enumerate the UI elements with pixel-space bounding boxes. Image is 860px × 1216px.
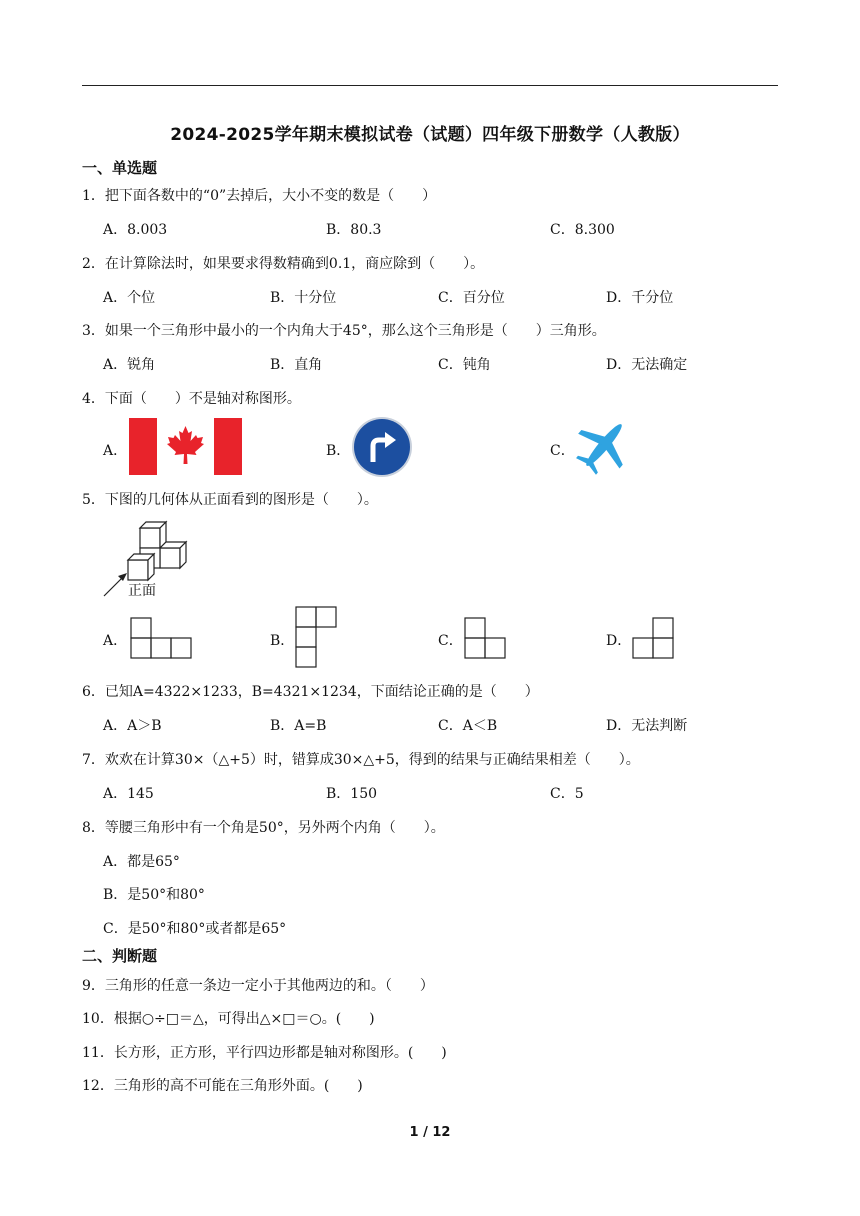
q5-option-a[interactable]: A． — [103, 633, 128, 649]
q1-option-a[interactable]: A．8.003 — [103, 222, 168, 238]
header-rule — [82, 85, 778, 86]
question-12: 12．三角形的高不可能在三角形外面。( ) — [82, 1078, 363, 1094]
question-10: 10．根据○÷□＝△，可得出△×□＝○。( ) — [82, 1011, 375, 1027]
question-9: 9．三角形的任意一条边一定小于其他两边的和。（ ） — [82, 978, 434, 994]
turn-right-sign-image — [351, 416, 413, 478]
section-heading: 二、判断题 — [82, 947, 158, 965]
page-title: 2024-2025学年期末模拟试卷（试题）四年级下册数学（人教版） — [170, 125, 690, 145]
question-7: 7．欢欢在计算30×（△+5）时，错算成30×△+5，得到的结果与正确结果相差（ ）。 — [82, 752, 640, 768]
q1-option-b[interactable]: B．80.3 — [326, 222, 382, 238]
section-heading: 一、单选题 — [82, 159, 158, 177]
q6-option-a[interactable]: A．A＞B — [103, 718, 162, 734]
q4-option-a[interactable]: A． — [103, 443, 128, 459]
question-8: 8．等腰三角形中有一个角是50°，另外两个内角（ ）。 — [82, 820, 445, 836]
question-11: 11．长方形，正方形，平行四边形都是轴对称图形。( ) — [82, 1045, 447, 1061]
q3-option-c[interactable]: C．钝角 — [438, 357, 491, 373]
page-number: 1 / 12 — [409, 1125, 451, 1140]
question-5: 5．下图的几何体从正面看到的图形是（ ）。 — [82, 492, 378, 508]
q3-option-d[interactable]: D．无法确定 — [606, 357, 688, 373]
q4-option-c[interactable]: C． — [550, 443, 575, 459]
view-option-b-figure — [295, 606, 339, 670]
question-1: 1．把下面各数中的“0”去掉后，大小不变的数是（ ） — [82, 188, 437, 204]
q4-option-b[interactable]: B． — [326, 443, 351, 459]
front-view-label: 正面 — [128, 583, 156, 599]
view-option-a-figure — [130, 617, 194, 660]
question-3: 3．如果一个三角形中最小的一个内角大于45°，那么这个三角形是（ ）三角形。 — [82, 323, 606, 339]
canadian-flag-image — [129, 418, 242, 475]
q8-option-b[interactable]: B．是50°和80° — [103, 887, 205, 903]
q6-option-c[interactable]: C．A＜B — [438, 718, 498, 734]
q8-option-c[interactable]: C．是50°和80°或者都是65° — [103, 921, 287, 937]
q5-option-c[interactable]: C． — [438, 633, 463, 649]
q2-option-c[interactable]: C．百分位 — [438, 290, 505, 306]
question-4: 4．下面（ ）不是轴对称图形。 — [82, 391, 301, 407]
q3-option-b[interactable]: B．直角 — [270, 357, 323, 373]
q2-option-b[interactable]: B．十分位 — [270, 290, 337, 306]
q2-option-d[interactable]: D．千分位 — [606, 290, 674, 306]
q5-option-b[interactable]: B． — [270, 633, 295, 649]
q6-option-d[interactable]: D．无法判断 — [606, 718, 688, 734]
q3-option-a[interactable]: A．锐角 — [103, 357, 156, 373]
view-option-d-figure — [632, 617, 676, 660]
q2-option-a[interactable]: A．个位 — [103, 290, 156, 306]
q7-option-c[interactable]: C．5 — [550, 786, 584, 802]
question-2: 2．在计算除法时，如果要求得数精确到0.1，商应除到（ ）。 — [82, 256, 485, 272]
airplane-icon — [573, 414, 635, 476]
q5-option-d[interactable]: D． — [606, 633, 632, 649]
q1-option-c[interactable]: C．8.300 — [550, 222, 615, 238]
q7-option-a[interactable]: A．145 — [103, 786, 154, 802]
q7-option-b[interactable]: B．150 — [326, 786, 378, 802]
question-6: 6．已知A=4322×1233，B=4321×1234，下面结论正确的是（ ） — [82, 684, 539, 700]
view-option-c-figure — [464, 617, 508, 660]
q8-option-a[interactable]: A．都是65° — [103, 854, 180, 870]
q6-option-b[interactable]: B．A=B — [270, 718, 327, 734]
